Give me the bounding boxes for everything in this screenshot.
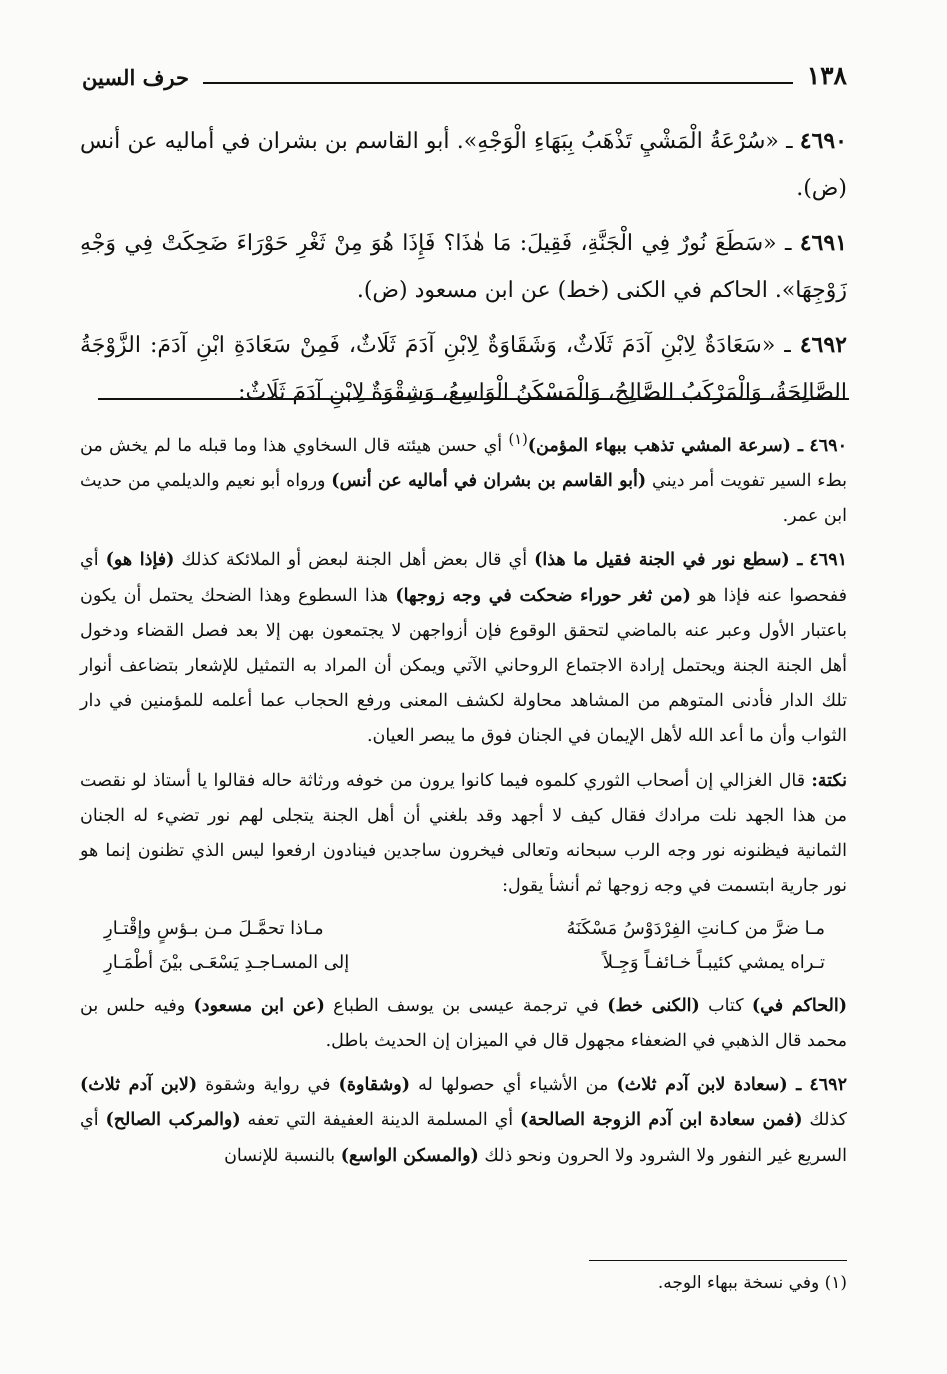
- commentary-paragraph: [80, 764, 847, 905]
- header-rule: [203, 82, 793, 84]
- source-ref: (أبو القاسم بن بشران في أماليه عن أنس): [331, 471, 647, 492]
- commentary-text: أي قال بعض أهل الجنة لبعض أو الملائكة كذلك: [174, 550, 535, 571]
- hadith-entry: [80, 322, 847, 416]
- commentary: [80, 422, 847, 1183]
- quoted-phrase: (لابن آدم ثلاث): [80, 1075, 198, 1096]
- footnote-ref: (١): [508, 431, 528, 448]
- quoted-phrase: (من ثغر حوراء ضحكت في وجه زوجها): [395, 585, 691, 606]
- poem-verse: [80, 945, 847, 980]
- commentary-text: في ترجمة عيسى بن يوسف الطباع: [324, 995, 608, 1016]
- commentary-paragraph: [80, 1068, 847, 1174]
- entry-number: ٤٦٩٠: [799, 128, 847, 154]
- hadith-text: [80, 118, 847, 424]
- entry-number: ٤٦٩٢: [809, 1075, 847, 1096]
- poem-verse: [80, 911, 847, 946]
- entry-number: ٤٦٩١: [799, 230, 847, 256]
- page-header: [82, 58, 847, 90]
- entry-text: ـ «سَعَادَةٌ لِابْنِ آدَمَ ثَلَاثٌ، وَشَقَاوَةٌ لِابْنِ آدَمَ ثَلَاثٌ، فَمِنْ سَعَادَةِ ابْنِ آدَمَ: الزَّوْجَةُ الصَّالِحَةُ، وَالْمَرْكَبُ الصَّالِحُ، وَالْمَسْكَنُ الْوَاسِعُ، وَشِقْوَةٌ لِابْنِ آدَمَ ثَلَاثٌ:: [80, 333, 847, 405]
- commentary-text: هذا السطوع وهذا الضحك يحتمل أن يكون باعتبار الأول وعبر عنه بالماضي لتحقق الوقوع فإن أزواجهن لا يجتمعون بهن إلا بعد فصل القضاء ودخول أهل الجنة الجنة ويحتمل إرادة الاجتماع الروحاني الآتي ويمكن أن المراد به التمثيل للإشعار بتضاعف أنوار تلك الدار فأدنى المتوهم من المشاهد محاولة لكشف المعنى ورفع الحجاب عما أعلمه للمؤمنين في دار الثواب وأن ما أعد الله لأهل الإيمان في الجنان فوق ما يبصر العيان.: [80, 585, 847, 747]
- commentary-text: وفيه حلس بن محمد قال الذهبي في الضعفاء مجهول قال في الميزان إن الحديث باطل.: [80, 995, 847, 1052]
- commentary-text: من الأشياء أي حصولها له: [410, 1075, 617, 1096]
- commentary-text: كذلك: [802, 1110, 848, 1131]
- chapter-title: حرف السين: [82, 65, 189, 90]
- page-number: ١٣٨: [806, 61, 847, 90]
- commentary-text: قال الغزالي إن أصحاب الثوري كلموه فيما كانوا يرون من خوفه ورثاثة حاله فقالوا يا أستاذ لو نقصت من هذا الجهد نلت مرادك فقال كيف لا أجهد وقد بلغني أن أهل الجنة يتجلى لهم نور تضيء له الجنان الثمانية فيظنونه نور وجه الرب سبحانه وتعالى فيخرون ساجدين فينادون ارفعوا ليس الذي تظنون إنما هو نور جارية ابتسمت في وجه زوجها ثم أنشأ يقول:: [80, 770, 847, 897]
- commentary-text: أي المسلمة الدينة العفيفة التي تعفه: [240, 1110, 521, 1131]
- footnote: (١) وفي نسخة ببهاء الوجه.: [657, 1273, 847, 1293]
- quoted-phrase: (فإذا هو): [105, 550, 175, 571]
- entry-number: ٤٦٩٠: [809, 435, 847, 456]
- commentary-paragraph: [80, 989, 847, 1059]
- quoted-hadith: ـ (سطع نور في الجنة فقيل ما هذا): [534, 550, 803, 571]
- entry-text: ـ «سَطَعَ نُورٌ فِي الْجَنَّةِ، فَقِيلَ: مَا هٰذَا؟ فَإِذَا هُوَ مِنْ ثَغْرِ حَوْرَاءَ ضَحِكَتْ فِي وَجْهِ زَوْجِهَا». الحاكم في الكنى (خط) عن ابن مسعود (ض).: [80, 231, 847, 303]
- hadith-entry: [80, 220, 847, 314]
- commentary-text: أي حسن هيئته قال السخاوي هذا وما قبله ما لم يخش من بطء السير تفويت أمر ديني: [80, 435, 847, 492]
- section-divider: [98, 398, 849, 400]
- verse-hemistich: مـا ضرَّ من كـانتِ الفِرْدَوْسُ مَسْكَنَهُ: [566, 918, 825, 940]
- commentary-paragraph: [80, 543, 847, 754]
- commentary-text: أي السريع غير النفور ولا الشرود ولا الحرون ونحو ذلك: [80, 1110, 847, 1166]
- footnote-rule: [589, 1260, 847, 1261]
- source-ref: (عن ابن مسعود): [193, 995, 325, 1016]
- commentary-text: كتاب: [699, 995, 752, 1016]
- verse-hemistich: مـاذا تحمَّـلَ مـن بـؤسٍ وإقْتـارِ: [104, 918, 324, 940]
- commentary-text: أي ففحصوا عنه فإذا هو: [80, 550, 848, 606]
- note-label: نكتة:: [811, 770, 847, 791]
- entry-number: ٤٦٩٢: [799, 332, 847, 358]
- commentary-paragraph: [80, 422, 847, 534]
- verse-hemistich: إلى المسـاجـدِ يَسْعَـى بيْنَ أطْمَـارِ: [104, 951, 350, 973]
- verse-hemistich: تـراه يمشي كئيبـاً خـائفـاً وَجِـلاً: [602, 951, 825, 973]
- commentary-text: ورواه أبو نعيم والديلمي من حديث ابن عمر.: [80, 471, 847, 527]
- commentary-text: بالنسبة للإنسان: [224, 1145, 341, 1166]
- quoted-phrase: (وشقاوة): [338, 1075, 411, 1096]
- hadith-entry: [80, 118, 847, 212]
- source-ref: (الحاكم في): [751, 995, 847, 1016]
- entry-text: ـ «سُرْعَةُ الْمَشْيِ تَذْهَبُ بِبَهَاءِ الْوَجْهِ». أبو القاسم بن بشران في أماليه عن أنس (ض).: [80, 129, 847, 201]
- quoted-phrase: (والمسكن الواسع): [340, 1145, 479, 1166]
- quoted-phrase: (فمن سعادة ابن آدم الزوجة الصالحة): [520, 1110, 803, 1131]
- quoted-hadith: ـ (سرعة المشي تذهب ببهاء المؤمن): [527, 435, 803, 456]
- source-ref: (الكنى خط): [607, 995, 700, 1016]
- entry-number: ٤٦٩١: [809, 550, 847, 571]
- quoted-hadith: ـ (سعادة لابن آدم ثلاث): [616, 1075, 802, 1096]
- quoted-phrase: (والمركب الصالح): [105, 1110, 241, 1131]
- commentary-text: في رواية وشقوة: [197, 1075, 339, 1096]
